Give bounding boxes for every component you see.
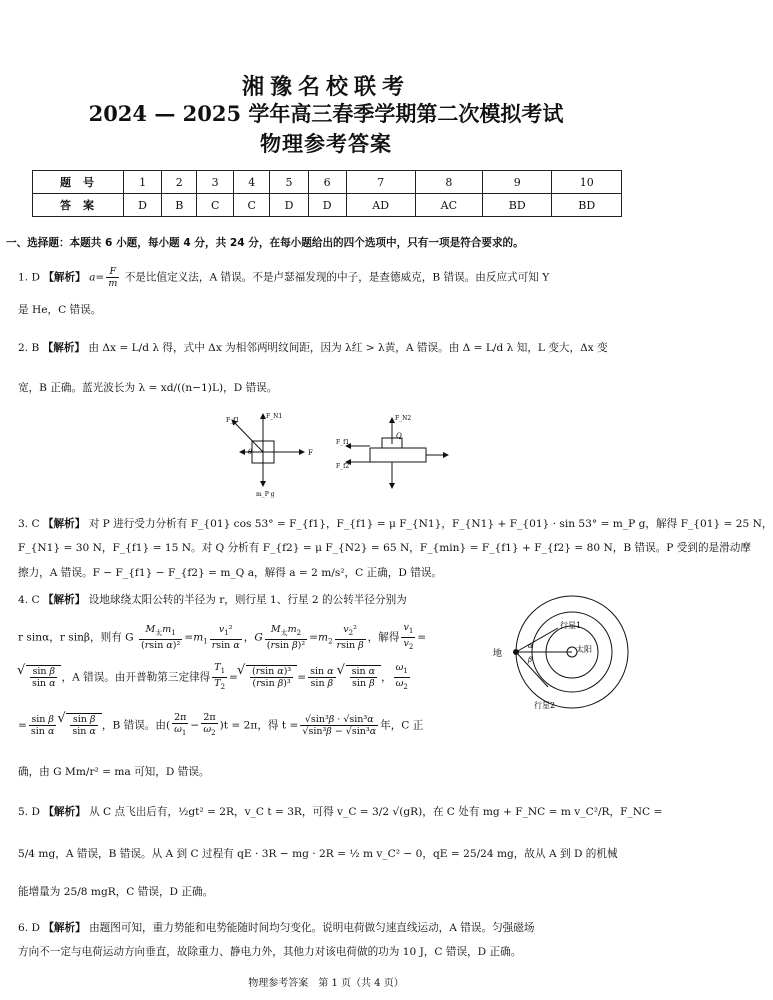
analysis-tag: 【解析】	[43, 806, 86, 818]
analysis-tag: 【解析】	[43, 922, 86, 934]
table-cell: AD	[346, 194, 415, 217]
q6-line-1	[18, 920, 534, 935]
q2-line-2: 宽，B 正确。蓝光波长为 λ = xd/((n−1)L)，D 错误。	[18, 382, 278, 394]
q4-line-2: r sinα，r sinβ，则有 G $\frac{M_太m_1}{\text{(rsin α)²}}$ $=m_1$ $\frac{v_1^2}{\text{rsin α}}$ ，G $\frac{M_太m_2}{\text{(rsin β)²}}$ $=m_2$ $\frac{v_2^2}{\text{rsin β}}$ ，解得 $\frac{v_1}{v_2}$ =	[18, 622, 427, 651]
label-fn2: F_N2	[395, 415, 412, 422]
q5-line-2: 5/4 mg，A 错误，B 错误。从 A 到 C 过程有 qE · 3R − mg · 2R = ½ m v_C² − 0，qE = 25/24 mg，故从 A 到 D 的机械	[18, 848, 618, 860]
tangent-line-1	[516, 628, 558, 652]
q1-text-1: 不是比值定义法，A 错误。不是卢瑟福发现的中子，是查德威克，B 错误。由反应式可知 Y	[124, 271, 550, 284]
q4-line-1	[18, 592, 407, 607]
table-cell: C	[233, 194, 270, 217]
q5-text-1: 从 C 点飞出后有，½gt² = 2R，v_C t = 3R，可得 v_C = 3/2 √(gR)，在 C 处有 mg + F_NC = m v_C²/R，F_NC =	[89, 806, 663, 818]
table-cell: BD	[483, 194, 552, 217]
table-cell: 10	[552, 171, 622, 194]
q4-text-1: 设地球绕太阳公转的半径为 r，则行星 1、行星 2 的公转半径分别为	[88, 594, 407, 606]
label-ff2: F_f2	[336, 463, 350, 470]
q4-text-4b: ，B 错误。由	[101, 719, 166, 732]
q3-line-1	[18, 516, 773, 531]
question-number: 3. C	[18, 518, 40, 530]
question-number: 2. B	[18, 342, 40, 354]
label-earth: 地	[493, 649, 503, 659]
q4-line-3: √ $\frac{\text{sin β}}{\text{sin α}}$ ，A 错误。由开普勒第三定律得 $\frac{T_1}{T_2}$ = √ $\frac{\text{(rsin α)³}}{\text{(rsin β)³}}$ = $\frac{\text{sin α}}{\text{sin β}}$ √ $\frac{\text{sin α}}{\text{sin β}}$ ， $\frac{\omega_1}{\omega_2}$	[18, 662, 412, 693]
question-number: 5. D	[18, 806, 40, 818]
table-cell: 6	[308, 171, 346, 194]
q4-text-4c: t = 2π，得 t =	[223, 719, 299, 732]
q2-text-1: 由 Δx = L/d λ 得，式中 Δx 为相邻两明纹间距，因为 λ红 > λ黄，A 错误。由 Δ = L/d λ 知，L 变大，Δx 变	[88, 342, 608, 354]
label-theta: θ	[248, 448, 253, 456]
table-cell: 7	[346, 171, 415, 194]
force-diagram	[220, 408, 450, 500]
label-planet2: 行星2	[534, 701, 556, 710]
row-label-number: 题号	[33, 171, 124, 194]
label-f: F	[308, 449, 313, 457]
analysis-tag: 【解析】	[42, 518, 86, 530]
table-cell: 9	[483, 171, 552, 194]
q1-line-1: 1. D 【解析】 a= $\frac{F}{m}$ 不是比值定义法，A 错误。不是卢瑟福发现的中子，是查德威克，B 错误。由反应式可知 Y	[18, 266, 550, 289]
q4-text-2b: ，解得	[367, 631, 400, 644]
analysis-tag: 【解析】	[42, 594, 86, 606]
table-cell: AC	[415, 194, 482, 217]
table-cell: 5	[270, 171, 308, 194]
q5-line-1	[18, 804, 662, 819]
table-cell: BD	[552, 194, 622, 217]
section-heading: 一、选择题：本题共 6 小题，每小题 4 分，共 24 分，在每小题给出的四个选项中，只有一项是符合要求的。	[6, 237, 524, 249]
label-ff1: F_f1	[226, 417, 240, 424]
label-fn1: F_N1	[266, 413, 283, 420]
question-number: 1. D	[18, 271, 40, 284]
q3-line-2: F_{N1} = 30 N，F_{f1} = 15 N。对 Q 分析有 F_{f2} = μ F_{N2} = 65 N，F_{min} = F_{f1} + F_{f2} = 80 N，B 错误。P 受到的是滑动摩	[18, 542, 751, 554]
table-cell: C	[197, 194, 234, 217]
table-cell: 1	[124, 171, 162, 194]
question-number: 4. C	[18, 594, 40, 606]
row-label-answer: 答案	[33, 194, 124, 217]
table-cell: 2	[162, 171, 197, 194]
p-force-diagram	[226, 413, 313, 498]
label-q: Q	[396, 432, 402, 440]
q5-line-3: 能增量为 25/8 mgR，C 错误，D 正确。	[18, 886, 214, 898]
answer-table-answer-row	[33, 194, 622, 217]
q-force-diagram	[336, 415, 448, 488]
block-q	[370, 448, 426, 462]
table-cell: B	[162, 194, 197, 217]
q1-line-2: 是 He，C 错误。	[18, 304, 102, 316]
q3-line-3: 擦力，A 错误。F − F_{f1} − F_{f2} = m_Q a，解得 a = 2 m/s²，C 正确，D 错误。	[18, 567, 443, 579]
label-ff1-q: F_f1	[336, 439, 350, 446]
analysis-tag: 【解析】	[42, 342, 86, 354]
title-line-3: 物理参考答案	[260, 132, 392, 156]
title-line-1: 湘豫名校联考	[241, 75, 410, 100]
label-alpha: α	[528, 642, 533, 650]
q3-text-1: 对 P 进行受力分析有 F_{01} cos 53° = F_{f1}，F_{f1} = μ F_{N1}，F_{N1} + F_{01} · sin 53° = m_P g，解得 F_{01} = 25 N，	[88, 518, 773, 530]
label-sun: 太阳	[576, 645, 592, 654]
q4-line-4: = $\frac{\text{sin β}}{\text{sin α}}$ √ $\frac{\text{sin β}}{\text{sin α}}$ ，B 错误。由( $\frac{2\pi}{\omega_1}$ − $\frac{2\pi}{\omega_2}$ )t = 2π，得 t = $\frac{\text{√sin³β · √sin³α}}{\text{√sin³β − √sin³α}}$ 年，C 正	[18, 712, 423, 739]
table-cell: 8	[415, 171, 482, 194]
q4-text-3b: ，A 错误。由开普勒第三定律得	[61, 671, 211, 684]
analysis-tag: 【解析】	[43, 271, 86, 284]
table-cell: 3	[197, 171, 234, 194]
q6-line-2: 方向不一定与电荷运动方向垂直，故除重力、静电力外，其他力对该电荷做的功为 10 J，C 错误，D 正确。	[18, 946, 522, 958]
answer-table-number-row	[33, 171, 622, 194]
table-cell: D	[308, 194, 346, 217]
question-number: 6. D	[18, 922, 40, 934]
title-line-2: 2024 — 2025 学年高三春季学期第二次模拟考试	[88, 101, 564, 126]
table-cell: D	[270, 194, 308, 217]
q6-text-1: 由题图可知，重力势能和电势能随时间均匀变化。说明电荷做匀速直线运动，A 错误。匀强磁场	[89, 922, 535, 934]
table-cell: 4	[233, 171, 270, 194]
q4-text-4d: 年，C 正	[380, 719, 424, 732]
q4-text-2a: r sinα，r sinβ，则有 G	[18, 631, 134, 644]
page-footer: 物理参考答案 第 1 页（共 4 页）	[248, 978, 404, 989]
label-planet1: 行星1	[560, 621, 582, 630]
label-mpg: m_P g	[256, 491, 275, 498]
q4-line-5: 确，由 G Mm/r² = ma 可知，D 错误。	[18, 766, 210, 778]
answer-table	[32, 170, 622, 217]
label-beta: β	[528, 656, 533, 664]
table-cell: D	[124, 194, 162, 217]
q2-line-1	[18, 340, 608, 355]
orbit-diagram	[488, 590, 628, 730]
